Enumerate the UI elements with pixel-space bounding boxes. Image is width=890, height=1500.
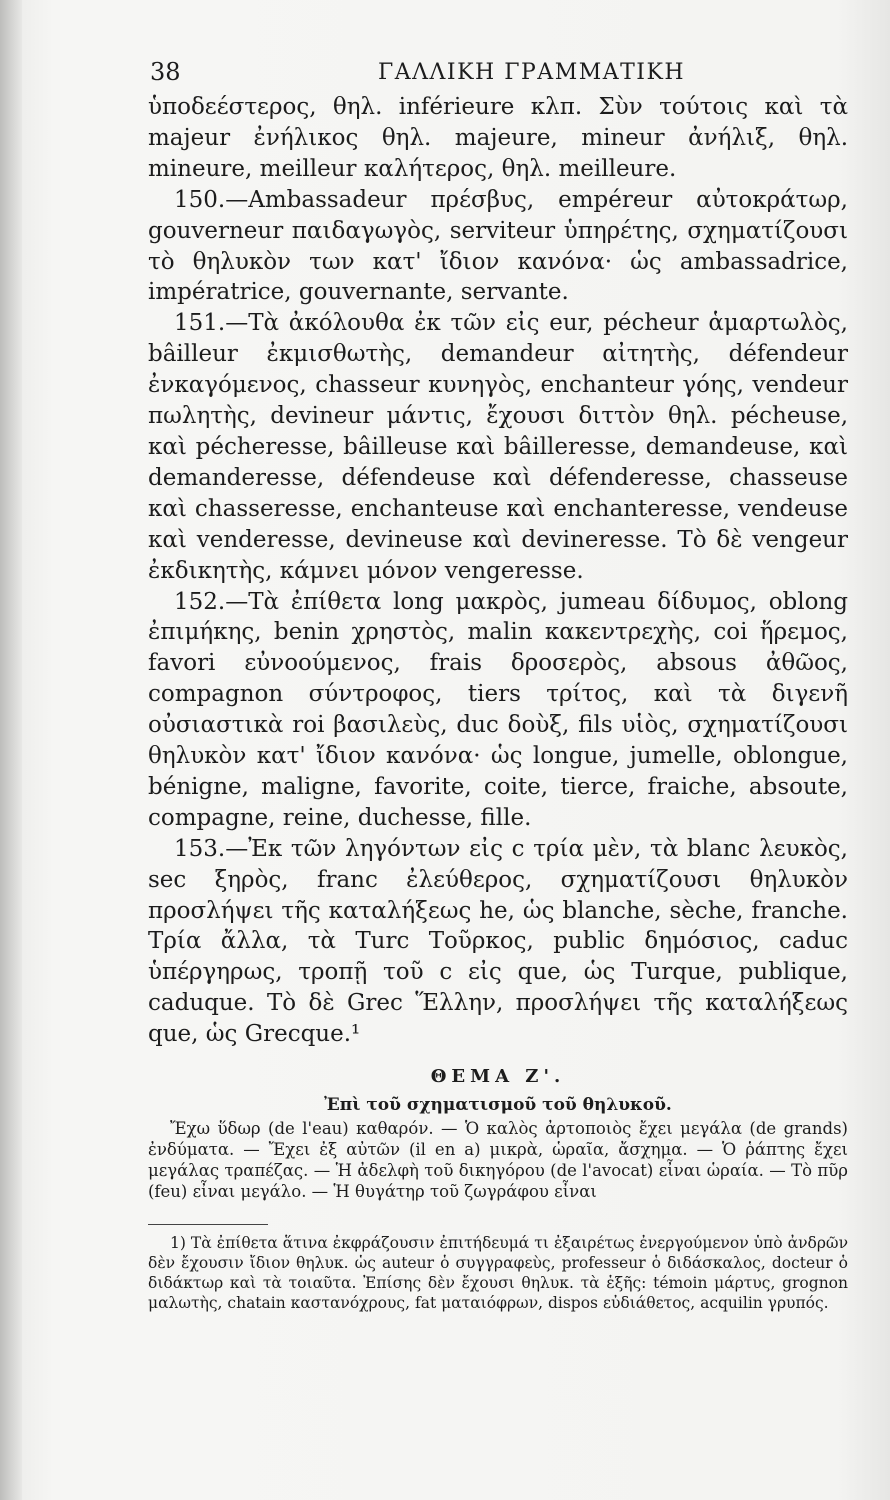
paragraph-152: 152.—Τὰ ἐπίθετα long μακρὸς, jumeau δίδυμος, oblong ἐπιμήκης, benin χρηστὸς, malin κακεντρεχὴς, coi ἥρεμος, favori εὐνοούμενος, frais δροσερὸς, absous ἀθῶος, compagnon σύντροφος, tiers τρίτος, καὶ τὰ διγενῆ οὐσιαστικὰ roi βασιλεὺς, duc δοὺξ, fils υἱὸς, σχηματίζουσι θηλυκὸν κατ' ἴδιον κανόνα· ὡς longue, jumelle, oblongue, bénigne, maligne, favorite, coite, tierce, fraiche, absoute, compagne, reine, duchesse, fille. [148, 588, 848, 831]
footnote: 1) Τὰ ἐπίθετα ἅτινα ἐκφράζουσιν ἐπιτήδευμά τι ἐξαιρέτως ἐνεργούμενον ὑπὸ ἀνδρῶν δὲν ἔχουσιν ἴδιον θηλυκ. ὡς auteur ὁ συγγραφεὺς, professeur ὁ διδάσκαλος, docteur ὁ διδάκτωρ καὶ τὰ τοιαῦτα. Ἐπίσης δὲν ἔχουσι θηλυκ. τὰ ἑξῆς: témoin μάρτυς, grognon μαλωτὴς, chatain καστανόχρους, fat ματαιόφρων, dispos εὐδιάθετος, acquilin γρυπός. [148, 1234, 848, 1313]
page-number: 38 [150, 58, 181, 86]
exercise-title: ΘΕΜΑ Ζ'. [430, 1066, 566, 1088]
footnote-divider [148, 1224, 268, 1225]
paragraph-151: 151.—Τὰ ἀκόλουθα ἐκ τῶν εἰς eur, pécheur ἁμαρτωλὸς, bâilleur ἐκμισθωτὴς, demandeur αἰτητὴς, défendeur ἐνκαγόμενος, chasseur κυνηγὸς, enchanteur γόης, vendeur πωλητὴς, devineur μάντις, ἔχουσι διττὸν θηλ. pécheuse, καὶ pécheresse, bâilleuse καὶ bâilleresse, demandeuse, καὶ demanderesse, défendeuse καὶ défenderesse, chasseuse καὶ chasseresse, enchanteuse καὶ enchanteresse, vendeuse καὶ venderesse, devineuse καὶ devineresse. Τὸ δὲ vengeur ἐκδικητὴς, κάμνει μόνον vengeresse. [148, 310, 848, 584]
body-text [148, 92, 848, 1313]
running-head: ΓΑΛΛΙΚΗ ΓΡΑΜΜΑΤΙΚΗ [378, 60, 686, 85]
paragraph-153: 153.—Ἐκ τῶν ληγόντων εἰς c τρία μὲν, τὰ blanc λευκὸς, sec ξηρὸς, franc ἐλεύθερος, σχηματίζουσι θηλυκὸν προσλήψει τῆς καταλήξεως he, ὡς blanche, sèche, franche. Τρία ἄλλα, τὰ Turc Τοῦρκος, public δημόσιος, caduc ὑπέργηρως, τροπῇ τοῦ c εἰς que, ὡς Turque, publique, caduque. Τὸ δὲ Grec Ἕλλην, προσλήψει τῆς καταλήξεως que, ὡς Grecque.¹ [148, 835, 848, 1048]
exercise-text: Ἔχω ὕδωρ (de l'eau) καθαρόν. — Ὁ καλὸς ἀρτοποιὸς ἔχει μεγάλα (de grands) ἐνδύματα. — Ἔχει ἐξ αὐτῶν (il en a) μικρὰ, ὡραῖα, ἄσχημα. — Ὁ ῥάπτης ἔχει μεγάλας τραπέζας. — Ἡ ἀδελφὴ τοῦ δικηγόρου (de l'avocat) εἶναι ὡραία. — Τὸ πῦρ (feu) εἶναι μεγάλο. — Ἡ θυγάτηρ τοῦ ζωγράφου εἶναι [148, 1119, 848, 1202]
paragraph-150: 150.—Ambassadeur πρέσβυς, empéreur αὐτοκράτωρ, gouverneur παιδαγωγὸς, serviteur ὑπηρέτης, σχηματίζουσι τὸ θηλυκὸν των κατ' ἴδιον κανόνα· ὡς ambassadrice, impératrice, gouvernante, servante. [148, 186, 848, 306]
exercise-subtitle: Ἐπὶ τοῦ σχηματισμοῦ τοῦ θηλυκοῦ. [324, 1095, 672, 1116]
paragraph-continuation: ὑποδεέστερος, θηλ. inférieure κλπ. Σὺν τούτοις καὶ τὰ majeur ἐνήλικος θηλ. majeure, mineur ἀνήλιξ, θηλ. mineure, meilleur καλήτερος, θηλ. meilleure. [148, 94, 848, 182]
